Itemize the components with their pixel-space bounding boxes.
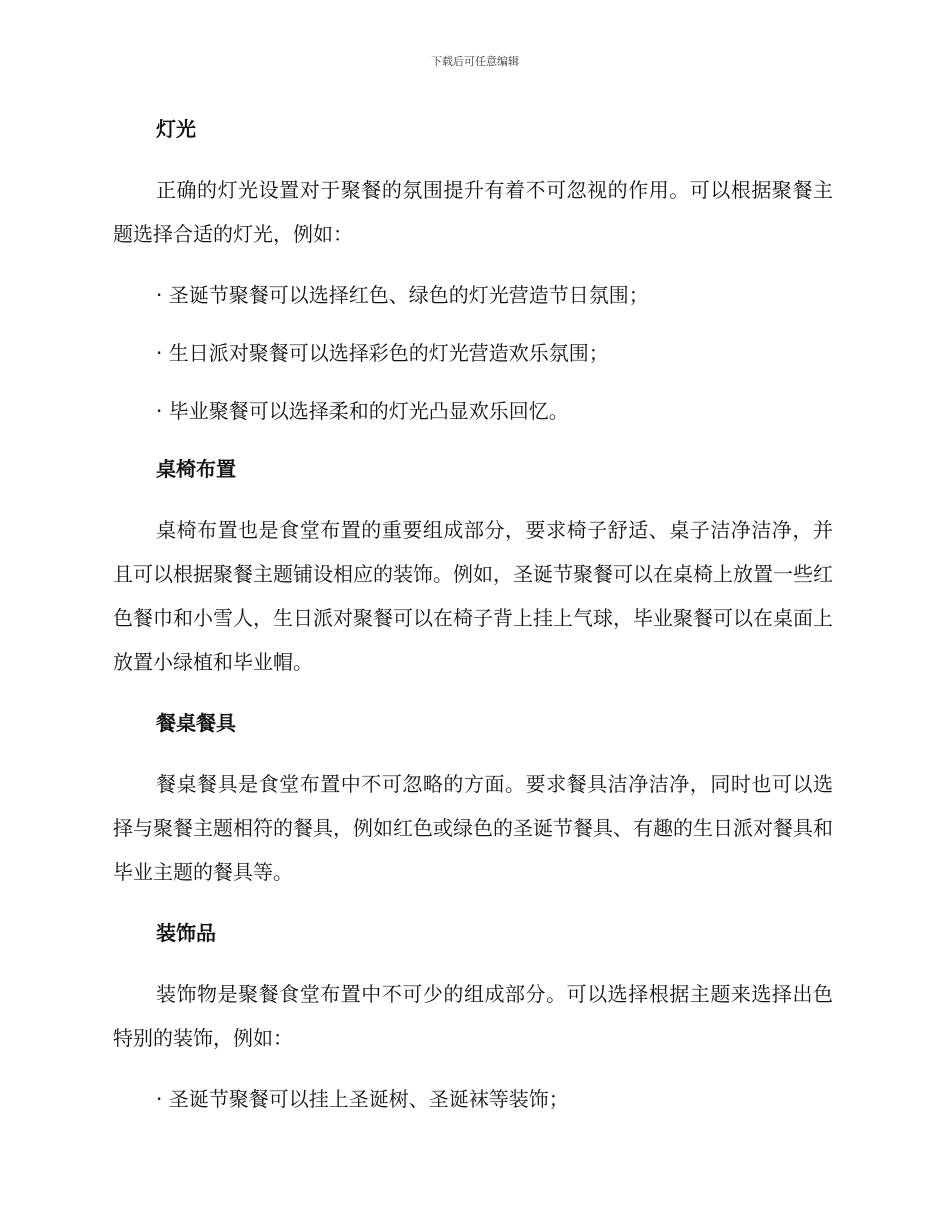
list-item: · 圣诞节聚餐可以选择红色、绿色的灯光营造节日氛围； xyxy=(156,283,649,307)
section-heading: 桌椅布置 xyxy=(156,457,236,481)
section-lighting xyxy=(113,110,833,450)
section-decorations xyxy=(113,914,833,1118)
document-body xyxy=(113,110,833,1118)
page-header: 下载后可任意编辑 xyxy=(431,55,519,68)
section-paragraph: 餐桌餐具是食堂布置中不可忽略的方面。要求餐具洁净洁净，同时也可以选择与聚餐主题相符的餐具，例如红色或绿色的圣诞节餐具、有趣的生日派对餐具和毕业主题的餐具等。 xyxy=(113,772,833,884)
list-item: · 圣诞节聚餐可以挂上圣诞树、圣诞袜等装饰； xyxy=(156,1087,569,1111)
section-paragraph: 桌椅布置也是食堂布置的重要组成部分，要求椅子舒适、桌子洁净洁净，并且可以根据聚餐主题铺设相应的装饰。例如，圣诞节聚餐可以在桌椅上放置一些红色餐巾和小雪人，生日派对聚餐可以在椅子背上挂上气球，毕业聚餐可以在桌面上放置小绿植和毕业帽。 xyxy=(113,518,833,674)
section-paragraph: 装饰物是聚餐食堂布置中不可少的组成部分。可以选择根据主题来选择出色特别的装饰，例如： xyxy=(113,982,833,1050)
section-heading: 装饰品 xyxy=(156,921,216,945)
section-paragraph: 正确的灯光设置对于聚餐的氛围提升有着不可忽视的作用。可以根据聚餐主题选择合适的灯光，例如： xyxy=(113,178,833,246)
section-furniture xyxy=(113,450,833,704)
section-heading: 灯光 xyxy=(156,117,196,141)
section-tableware xyxy=(113,704,833,914)
list-item: · 毕业聚餐可以选择柔和的灯光凸显欢乐回忆。 xyxy=(156,399,569,423)
section-heading: 餐桌餐具 xyxy=(156,711,236,735)
list-item: · 生日派对聚餐可以选择彩色的灯光营造欢乐氛围； xyxy=(156,341,609,365)
